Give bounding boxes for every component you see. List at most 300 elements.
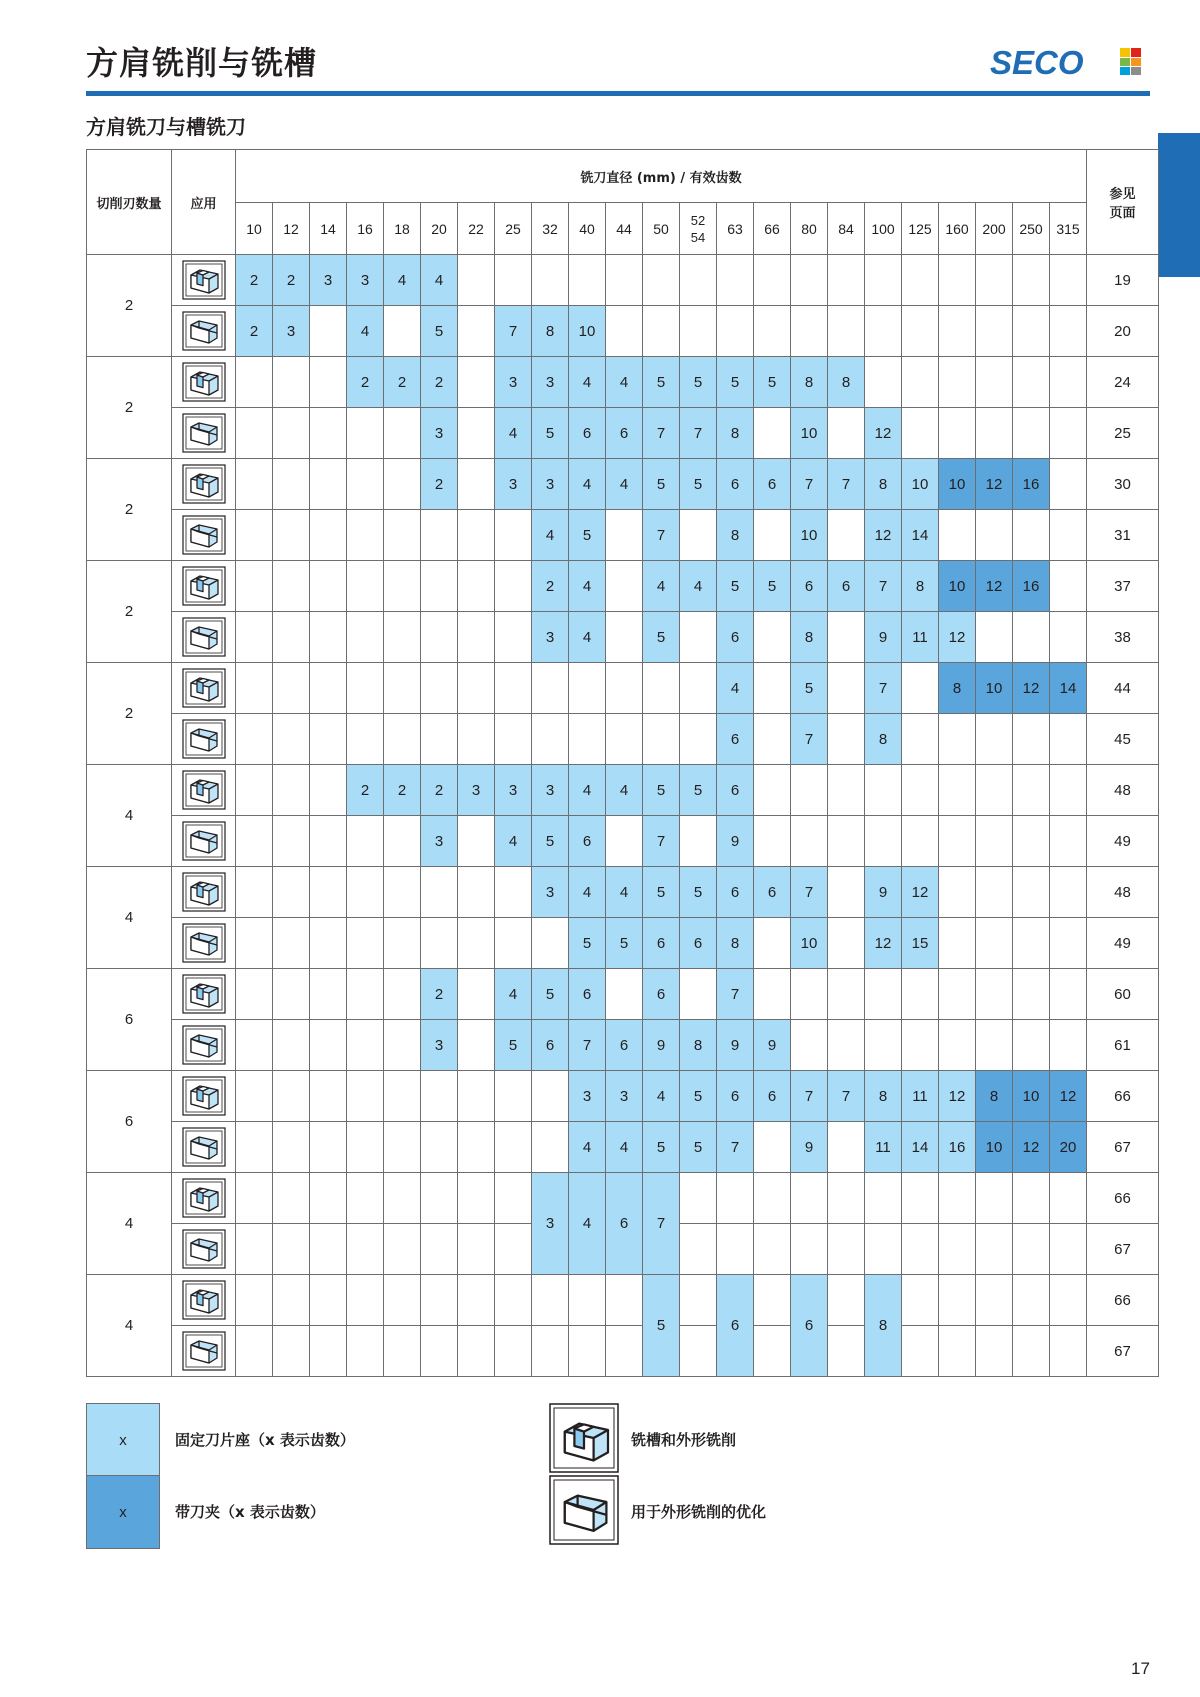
empty-cell (236, 918, 273, 969)
tooth-count-cell: 9 (754, 1020, 791, 1071)
tooth-count-cell: 8 (717, 510, 754, 561)
empty-cell (347, 969, 384, 1020)
empty-cell (347, 714, 384, 765)
tooth-count-cell: 4 (347, 306, 384, 357)
profile-icon (172, 1122, 236, 1173)
empty-cell (273, 918, 310, 969)
empty-cell (458, 918, 495, 969)
empty-cell (902, 1173, 939, 1224)
empty-cell (828, 816, 865, 867)
empty-cell (1013, 408, 1050, 459)
empty-cell (421, 867, 458, 918)
empty-cell (865, 765, 902, 816)
empty-cell (791, 816, 828, 867)
empty-cell (754, 1122, 791, 1173)
tooth-count-cell: 5 (754, 357, 791, 408)
empty-cell (1013, 306, 1050, 357)
empty-cell (828, 1275, 865, 1326)
empty-cell (347, 408, 384, 459)
empty-cell (865, 969, 902, 1020)
profile-icon (172, 816, 236, 867)
empty-cell (828, 408, 865, 459)
empty-cell (939, 1326, 976, 1377)
tooth-count-cell: 5 (532, 969, 569, 1020)
empty-cell (236, 1173, 273, 1224)
empty-cell (976, 867, 1013, 918)
empty-cell (976, 1020, 1013, 1071)
tooth-count-cell: 12 (939, 612, 976, 663)
empty-cell (1050, 1275, 1087, 1326)
empty-cell (236, 612, 273, 663)
empty-cell (236, 765, 273, 816)
empty-cell (421, 1071, 458, 1122)
tooth-count-cell: 2 (532, 561, 569, 612)
tooth-count-cell: 5 (680, 459, 717, 510)
diameter-header: 84 (828, 203, 865, 255)
tooth-count-cell: 3 (421, 1020, 458, 1071)
tooth-count-cell: 8 (532, 306, 569, 357)
tooth-count-cell-cartridge: 20 (1050, 1122, 1087, 1173)
empty-cell (828, 306, 865, 357)
empty-cell (347, 663, 384, 714)
empty-cell (273, 867, 310, 918)
tooth-count-cell: 8 (865, 1071, 902, 1122)
empty-cell (791, 255, 828, 306)
empty-cell (976, 969, 1013, 1020)
empty-cell (754, 1173, 791, 1224)
tooth-count-cell: 3 (495, 765, 532, 816)
empty-cell (458, 1071, 495, 1122)
empty-cell (865, 306, 902, 357)
tooth-count-cell-cartridge: 12 (976, 459, 1013, 510)
tooth-count-cell: 7 (791, 867, 828, 918)
tooth-count-cell: 6 (791, 1275, 828, 1377)
tooth-count-cell: 12 (939, 1071, 976, 1122)
tooth-count-cell: 5 (643, 612, 680, 663)
tooth-count-cell-cartridge: 16 (1013, 459, 1050, 510)
empty-cell (976, 816, 1013, 867)
tooth-count-cell: 5 (717, 561, 754, 612)
empty-cell (1050, 1224, 1087, 1275)
tooth-count-cell: 4 (495, 408, 532, 459)
tooth-count-cell: 7 (865, 663, 902, 714)
empty-cell (347, 918, 384, 969)
empty-cell (643, 306, 680, 357)
empty-cell (828, 867, 865, 918)
empty-cell (236, 867, 273, 918)
empty-cell (976, 306, 1013, 357)
empty-cell (273, 357, 310, 408)
empty-cell (236, 1122, 273, 1173)
tooth-count-cell: 4 (421, 255, 458, 306)
empty-cell (458, 306, 495, 357)
cutting-edge-count: 4 (87, 1173, 172, 1275)
empty-cell (421, 561, 458, 612)
tooth-count-cell-cartridge: 8 (976, 1071, 1013, 1122)
empty-cell (236, 561, 273, 612)
empty-cell (828, 663, 865, 714)
tooth-count-cell: 12 (902, 867, 939, 918)
tooth-count-cell: 3 (495, 357, 532, 408)
tooth-count-cell: 3 (273, 306, 310, 357)
tooth-count-cell: 7 (828, 1071, 865, 1122)
empty-cell (569, 714, 606, 765)
tooth-count-cell: 2 (384, 357, 421, 408)
tooth-count-cell: 5 (606, 918, 643, 969)
tooth-count-cell: 4 (569, 357, 606, 408)
tooth-count-cell: 3 (347, 255, 384, 306)
empty-cell (1013, 714, 1050, 765)
diameter-header: 315 (1050, 203, 1087, 255)
empty-cell (976, 510, 1013, 561)
empty-cell (532, 1071, 569, 1122)
tooth-count-cell: 6 (532, 1020, 569, 1071)
empty-cell (310, 408, 347, 459)
slot-icon (172, 1173, 236, 1224)
empty-cell (680, 1326, 717, 1377)
tooth-count-cell-cartridge: 10 (976, 663, 1013, 714)
empty-cell (939, 357, 976, 408)
empty-cell (421, 1122, 458, 1173)
tooth-count-cell: 5 (532, 408, 569, 459)
empty-cell (1050, 714, 1087, 765)
empty-cell (1013, 1275, 1050, 1326)
tooth-count-cell: 6 (680, 918, 717, 969)
diameter-header: 200 (976, 203, 1013, 255)
empty-cell (421, 1224, 458, 1275)
brand-text: SECO (990, 44, 1084, 80)
tooth-count-cell: 4 (569, 1122, 606, 1173)
empty-cell (421, 612, 458, 663)
empty-cell (939, 969, 976, 1020)
tooth-count-cell: 7 (791, 1071, 828, 1122)
empty-cell (273, 459, 310, 510)
tooth-count-cell-cartridge: 10 (976, 1122, 1013, 1173)
tooth-count-cell: 5 (643, 765, 680, 816)
tooth-count-cell: 6 (717, 612, 754, 663)
tooth-count-cell: 15 (902, 918, 939, 969)
empty-cell (495, 663, 532, 714)
empty-cell (273, 561, 310, 612)
empty-cell (680, 510, 717, 561)
empty-cell (236, 816, 273, 867)
tooth-count-cell: 7 (643, 510, 680, 561)
tooth-count-cell: 4 (606, 765, 643, 816)
empty-cell (828, 612, 865, 663)
page-title: 方肩铣削与铣槽 (86, 44, 318, 82)
empty-cell (310, 1071, 347, 1122)
profile-icon (172, 1020, 236, 1071)
tooth-count-cell: 7 (643, 408, 680, 459)
header-ref-line1: 参见 (1109, 187, 1136, 202)
diameter-header: 125 (902, 203, 939, 255)
empty-cell (347, 1020, 384, 1071)
empty-cell (1013, 1224, 1050, 1275)
empty-cell (458, 1224, 495, 1275)
empty-cell (273, 816, 310, 867)
slot-icon (172, 663, 236, 714)
tooth-count-cell: 8 (791, 357, 828, 408)
empty-cell (421, 510, 458, 561)
empty-cell (347, 1122, 384, 1173)
empty-cell (1013, 510, 1050, 561)
header-diameter-group: 铣刀直径 (mm) / 有效齿数 (236, 150, 1087, 203)
header-ref-page (1087, 150, 1159, 255)
ref-page-cell: 67 (1087, 1224, 1159, 1275)
ref-page-cell: 49 (1087, 816, 1159, 867)
empty-cell (939, 1275, 976, 1326)
empty-cell (976, 765, 1013, 816)
ref-page-cell: 20 (1087, 306, 1159, 357)
empty-cell (347, 1326, 384, 1377)
empty-cell (310, 510, 347, 561)
header-rule (86, 91, 1150, 96)
empty-cell (384, 714, 421, 765)
empty-cell (865, 1224, 902, 1275)
empty-cell (754, 969, 791, 1020)
tooth-count-cell: 11 (902, 612, 939, 663)
empty-cell (1050, 459, 1087, 510)
ref-page-cell: 44 (1087, 663, 1159, 714)
empty-cell (310, 357, 347, 408)
empty-cell (273, 1071, 310, 1122)
tooth-count-cell: 5 (643, 357, 680, 408)
empty-cell (1050, 561, 1087, 612)
cutting-edge-count: 4 (87, 867, 172, 969)
tooth-count-cell: 6 (606, 408, 643, 459)
tooth-count-cell: 5 (717, 357, 754, 408)
diameter-header-line: 52 54 (690, 212, 706, 245)
diameter-header: 80 (791, 203, 828, 255)
empty-cell (606, 714, 643, 765)
empty-cell (458, 1122, 495, 1173)
tooth-count-cell: 7 (717, 969, 754, 1020)
empty-cell (1050, 510, 1087, 561)
slot-icon (172, 255, 236, 306)
ref-page-cell: 30 (1087, 459, 1159, 510)
empty-cell (717, 306, 754, 357)
empty-cell (458, 1020, 495, 1071)
empty-cell (532, 1275, 569, 1326)
page-number: 17 (1131, 1659, 1150, 1678)
empty-cell (643, 255, 680, 306)
empty-cell (902, 408, 939, 459)
empty-cell (828, 1020, 865, 1071)
empty-cell (310, 1173, 347, 1224)
empty-cell (495, 255, 532, 306)
ref-page-cell: 48 (1087, 867, 1159, 918)
ref-page-cell: 37 (1087, 561, 1159, 612)
empty-cell (532, 918, 569, 969)
tooth-count-cell: 3 (532, 459, 569, 510)
empty-cell (273, 1275, 310, 1326)
tooth-count-cell: 4 (495, 969, 532, 1020)
diameter-header: 18 (384, 203, 421, 255)
empty-cell (347, 816, 384, 867)
tooth-count-cell: 4 (569, 1173, 606, 1275)
empty-cell (384, 1275, 421, 1326)
tooth-count-cell: 6 (717, 1071, 754, 1122)
empty-cell (421, 663, 458, 714)
tooth-count-cell: 4 (532, 510, 569, 561)
tooth-count-cell: 8 (717, 918, 754, 969)
tooth-count-cell: 3 (606, 1071, 643, 1122)
empty-cell (384, 1173, 421, 1224)
profile-icon (172, 306, 236, 357)
tooth-count-cell: 4 (606, 867, 643, 918)
profile-icon (172, 1326, 236, 1377)
tooth-count-cell: 6 (717, 459, 754, 510)
cutting-edge-count: 6 (87, 1071, 172, 1173)
tooth-count-cell: 12 (865, 510, 902, 561)
empty-cell (606, 561, 643, 612)
tooth-count-cell: 2 (273, 255, 310, 306)
tooth-count-cell: 4 (606, 459, 643, 510)
ref-page-cell: 25 (1087, 408, 1159, 459)
empty-cell (310, 1224, 347, 1275)
empty-cell (347, 1224, 384, 1275)
empty-cell (495, 714, 532, 765)
tooth-count-cell: 6 (717, 1275, 754, 1377)
empty-cell (606, 255, 643, 306)
empty-cell (421, 1275, 458, 1326)
tooth-count-cell: 8 (717, 408, 754, 459)
tooth-count-cell: 4 (680, 561, 717, 612)
empty-cell (902, 255, 939, 306)
diameter-header: 66 (754, 203, 791, 255)
tooth-count-cell: 5 (680, 867, 717, 918)
slot-icon (172, 1071, 236, 1122)
tooth-count-cell: 6 (606, 1020, 643, 1071)
slot-icon (172, 765, 236, 816)
diameter-header: 40 (569, 203, 606, 255)
tooth-count-cell-cartridge: 16 (1013, 561, 1050, 612)
tooth-count-cell: 3 (532, 357, 569, 408)
empty-cell (347, 612, 384, 663)
empty-cell (384, 459, 421, 510)
tooth-count-cell: 7 (828, 459, 865, 510)
empty-cell (1013, 1020, 1050, 1071)
cutting-edge-count: 2 (87, 459, 172, 561)
diameter-header (680, 203, 717, 255)
tooth-count-cell: 3 (310, 255, 347, 306)
ref-page-cell: 67 (1087, 1122, 1159, 1173)
tooth-count-cell: 7 (643, 816, 680, 867)
empty-cell (791, 1020, 828, 1071)
tooth-count-cell: 4 (569, 612, 606, 663)
empty-cell (384, 510, 421, 561)
empty-cell (902, 663, 939, 714)
tooth-count-cell: 8 (828, 357, 865, 408)
empty-cell (384, 612, 421, 663)
empty-cell (273, 714, 310, 765)
empty-cell (902, 357, 939, 408)
empty-cell (717, 1224, 754, 1275)
ref-page-cell: 31 (1087, 510, 1159, 561)
empty-cell (939, 1020, 976, 1071)
empty-cell (680, 969, 717, 1020)
empty-cell (828, 1122, 865, 1173)
empty-cell (236, 408, 273, 459)
empty-cell (754, 1326, 791, 1377)
empty-cell (902, 714, 939, 765)
tooth-count-cell: 2 (384, 765, 421, 816)
empty-cell (310, 306, 347, 357)
empty-cell (1013, 1173, 1050, 1224)
empty-cell (347, 1173, 384, 1224)
legend-swatch-fixed: x (86, 1403, 160, 1477)
empty-cell (310, 561, 347, 612)
empty-cell (939, 510, 976, 561)
empty-cell (606, 306, 643, 357)
slot-icon (172, 459, 236, 510)
cutter-selection-table (86, 149, 1159, 1377)
tooth-count-cell: 9 (791, 1122, 828, 1173)
empty-cell (384, 408, 421, 459)
empty-cell (828, 918, 865, 969)
empty-cell (421, 714, 458, 765)
empty-cell (828, 969, 865, 1020)
tooth-count-cell: 11 (865, 1122, 902, 1173)
empty-cell (939, 306, 976, 357)
ref-page-cell: 24 (1087, 357, 1159, 408)
empty-cell (1050, 612, 1087, 663)
empty-cell (643, 663, 680, 714)
tooth-count-cell: 16 (939, 1122, 976, 1173)
tooth-count-cell: 6 (717, 867, 754, 918)
cutting-edge-count: 4 (87, 1275, 172, 1377)
ref-page-cell: 67 (1087, 1326, 1159, 1377)
tooth-count-cell: 8 (865, 1275, 902, 1377)
diameter-header: 20 (421, 203, 458, 255)
empty-cell (273, 1326, 310, 1377)
empty-cell (384, 1326, 421, 1377)
empty-cell (791, 1173, 828, 1224)
tooth-count-cell-cartridge: 12 (1013, 663, 1050, 714)
empty-cell (458, 357, 495, 408)
tooth-count-cell: 3 (532, 867, 569, 918)
tooth-count-cell: 8 (791, 612, 828, 663)
empty-cell (939, 918, 976, 969)
tooth-count-cell: 10 (902, 459, 939, 510)
empty-cell (902, 1020, 939, 1071)
cutting-edge-count: 6 (87, 969, 172, 1071)
tooth-count-cell: 3 (495, 459, 532, 510)
empty-cell (458, 408, 495, 459)
tooth-count-cell: 2 (347, 765, 384, 816)
empty-cell (828, 1326, 865, 1377)
empty-cell (495, 561, 532, 612)
empty-cell (532, 1326, 569, 1377)
empty-cell (976, 408, 1013, 459)
empty-cell (310, 816, 347, 867)
tooth-count-cell: 2 (236, 255, 273, 306)
empty-cell (347, 561, 384, 612)
empty-cell (421, 918, 458, 969)
empty-cell (1013, 765, 1050, 816)
cutting-edge-count: 2 (87, 561, 172, 663)
empty-cell (939, 255, 976, 306)
empty-cell (754, 765, 791, 816)
empty-cell (495, 1071, 532, 1122)
tooth-count-cell: 11 (902, 1071, 939, 1122)
tooth-count-cell-cartridge: 10 (1013, 1071, 1050, 1122)
empty-cell (643, 714, 680, 765)
empty-cell (458, 459, 495, 510)
empty-cell (384, 816, 421, 867)
tooth-count-cell: 4 (495, 816, 532, 867)
empty-cell (273, 765, 310, 816)
